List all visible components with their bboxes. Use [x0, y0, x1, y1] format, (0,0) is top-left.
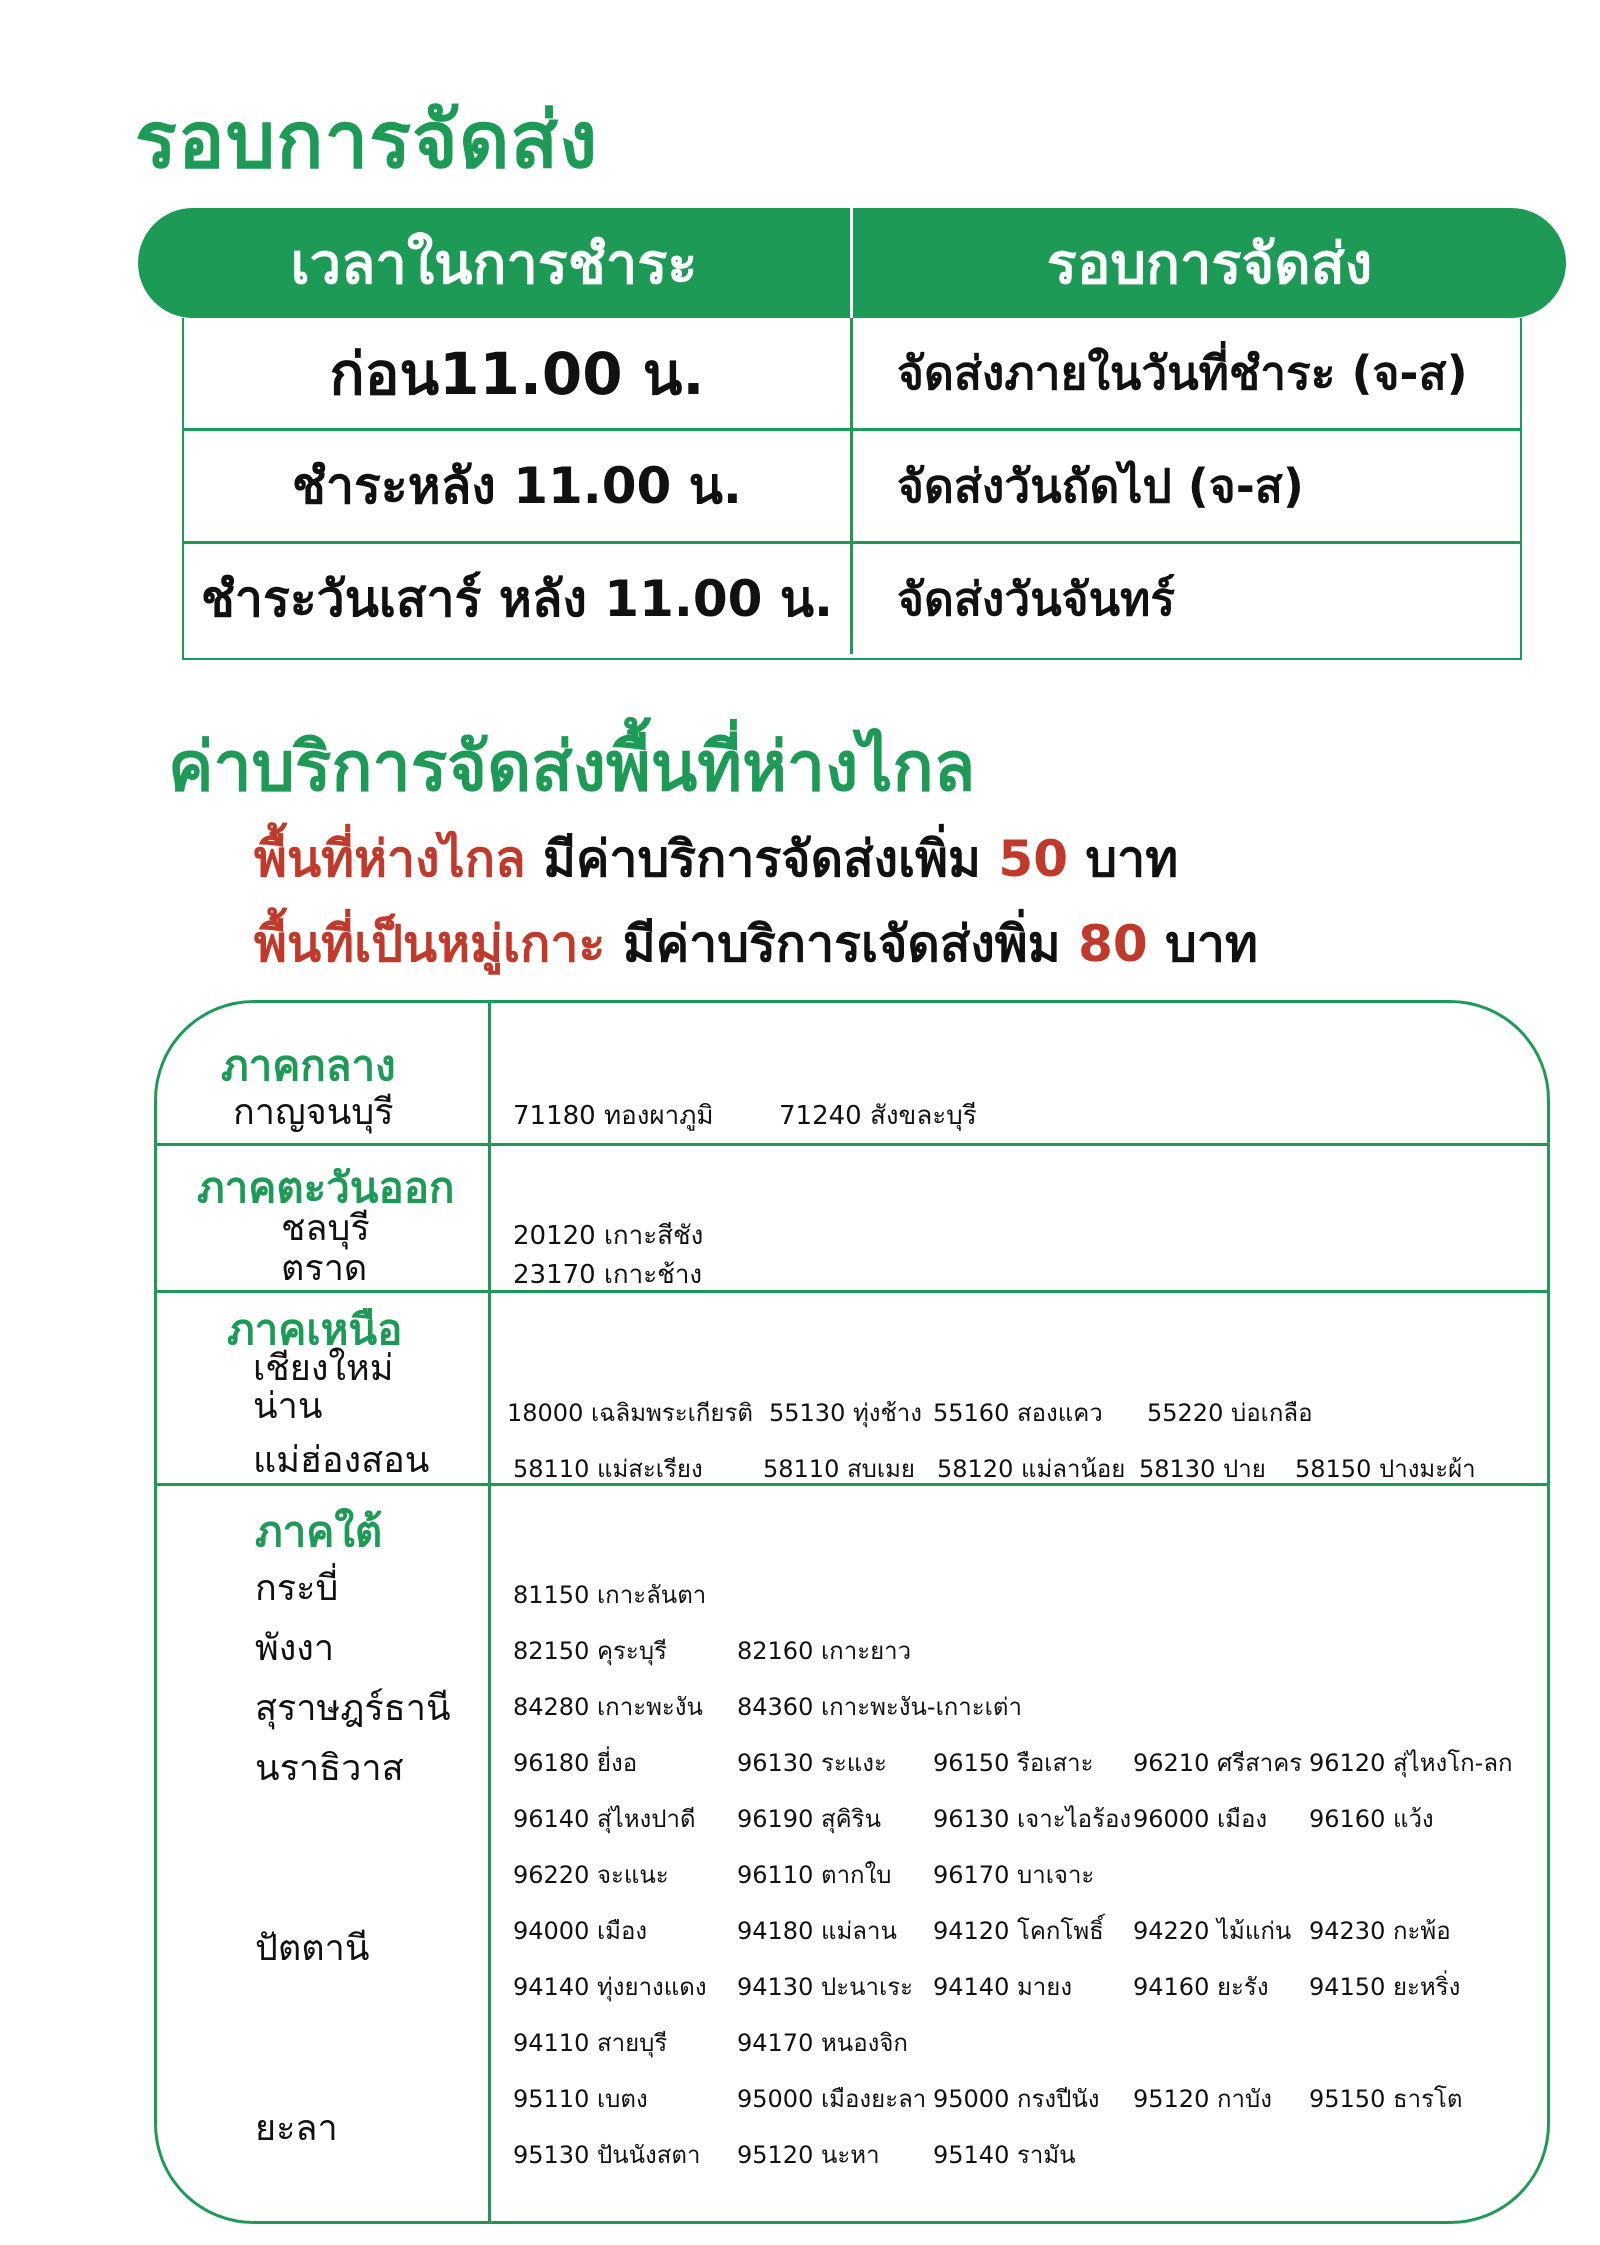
fee-amount: 50: [998, 830, 1069, 888]
postal-code: 95000 เมืองยะลา: [737, 2085, 927, 2113]
postal-code: 82160 เกาะยาว: [737, 1637, 912, 1665]
postal-code: 95110 เบตง: [513, 2085, 648, 2113]
postal-code: 84360 เกาะพะงัน-เกาะเต่า: [737, 1693, 1022, 1721]
province-name: ยะลา: [255, 2108, 338, 2149]
postal-code: 96150 รือเสาะ: [933, 1749, 1094, 1777]
province-name: ชลบุรี: [281, 1208, 370, 1249]
schedule-row: [184, 541, 1520, 654]
header-payment-time: เวลาในการชำระ: [138, 208, 853, 318]
postal-code: 95120 นะหา: [737, 2141, 880, 2169]
region-central: ภาคกลาง: [221, 1041, 396, 1090]
page-title: รอบการจัดส่ง: [135, 96, 599, 186]
postal-code: 71240 สังขละบุรี: [779, 1101, 977, 1131]
postal-code: 96210 ศรีสาคร: [1133, 1749, 1303, 1777]
postal-code: 94110 สายบุรี: [513, 2029, 668, 2057]
postal-code: 96000 เมือง: [1133, 1805, 1268, 1833]
province-name: แม่ฮ่องสอน: [253, 1440, 430, 1481]
province-name: นราธิวาส: [255, 1748, 404, 1789]
province-name: ปัตตานี: [255, 1928, 370, 1969]
postal-code: 96180 ยี่งอ: [513, 1749, 638, 1777]
postal-code: 94170 หนองจิก: [737, 2029, 908, 2057]
postal-code: 84280 เกาะพะงัน: [513, 1693, 703, 1721]
province-name: กระบี่: [255, 1568, 339, 1609]
header-delivery-round: รอบการจัดส่ง: [1046, 231, 1373, 297]
postal-code: 94140 มายง: [933, 1973, 1073, 2001]
province-name: พังงา: [255, 1628, 335, 1669]
fee-unit: บาท: [1068, 830, 1179, 888]
province-name: ตราด: [281, 1248, 368, 1289]
postal-code: 55220 บ่อเกลือ: [1147, 1399, 1313, 1427]
postal-code: 96170 บาเจาะ: [933, 1861, 1095, 1889]
postal-code: 58130 ปาย: [1139, 1455, 1266, 1483]
postal-code: 96160 แว้ง: [1309, 1805, 1434, 1833]
postal-code: 96110 ตากใบ: [737, 1861, 892, 1889]
postal-code: 96130 ระแงะ: [737, 1749, 887, 1777]
postal-code: 95120 กาบัง: [1133, 2085, 1272, 2113]
postal-code: 96130 เจาะไอร้อง: [933, 1805, 1132, 1833]
postal-code: 94180 แม่ลาน: [737, 1917, 897, 1945]
fee-text: มีค่าบริการเจัดส่งพิ่ม: [605, 915, 1079, 973]
payment-time-cell: ก่อน11.00 น.: [184, 318, 853, 428]
province-name: สุราษฎร์ธานี: [255, 1688, 451, 1729]
postal-code: 55160 สองแคว: [933, 1399, 1103, 1427]
postal-code: 95000 กรงปีนัง: [933, 2085, 1100, 2113]
postal-code: 58150 ปางมะผ้า: [1295, 1455, 1476, 1483]
postal-code: 95140 รามัน: [933, 2141, 1076, 2169]
postal-code: 96140 สุ่ไหงปาดี: [513, 1805, 696, 1833]
remote-area-fee: [254, 820, 1178, 899]
province-name: เชียงใหม่: [253, 1348, 394, 1389]
region-south: ภาคใต้: [255, 1507, 383, 1556]
fee-amount: 80: [1078, 915, 1148, 973]
postal-code: 81150 เกาะลันตา: [513, 1581, 707, 1609]
delivery-schedule-table: [138, 208, 1566, 660]
column-divider: [488, 1003, 491, 2221]
postal-code: 96220 จะแนะ: [513, 1861, 669, 1889]
postal-code: 94150 ยะหริ่ง: [1309, 1973, 1461, 2001]
province-name: กาญจนบุรี: [233, 1092, 394, 1133]
remote-zones-table: [154, 1000, 1550, 2224]
postal-code: 18000 เฉลิมพระเกียรติ: [507, 1399, 753, 1427]
postal-code: 58110 สบเมย: [763, 1455, 915, 1483]
postal-code: 94160 ยะรัง: [1133, 1973, 1269, 2001]
island-area-fee: [254, 905, 1258, 984]
postal-code: 94000 เมือง: [513, 1917, 648, 1945]
remote-fee-title: ค่าบริการจัดส่งพื้นที่ห่างไกล: [168, 728, 976, 807]
postal-code: 95150 ธารโต: [1309, 2085, 1463, 2113]
region-east: ภาคตะวันออก: [197, 1163, 455, 1212]
row-divider: [157, 1143, 1547, 1146]
delivery-round-cell: จัดส่งวันถัดไป (จ-ส): [897, 458, 1304, 513]
province-name: น่าน: [253, 1386, 323, 1427]
postal-code: 71180 ทองผาภูมิ: [513, 1101, 714, 1131]
schedule-body: [182, 318, 1522, 660]
postal-code: 20120 เกาะสีชัง: [513, 1221, 704, 1251]
postal-code: 94120 โคกโพธิ์: [933, 1917, 1104, 1945]
region-north: ภาคเหนือ: [227, 1305, 403, 1354]
postal-code: 94140 ทุ่งยางแดง: [513, 1973, 707, 2001]
postal-code: 23170 เกาะช้าง: [513, 1260, 703, 1290]
postal-code: 58110 แม่สะเรียง: [513, 1455, 703, 1483]
payment-time-cell: ชำระวันเสาร์ หลัง 11.00 น.: [184, 544, 853, 654]
postal-code: 96190 สุคิริน: [737, 1805, 881, 1833]
postal-code: 55130 ทุ่งช้าง: [769, 1399, 922, 1427]
postal-code: 82150 คุระบุรี: [513, 1637, 667, 1665]
postal-code: 58120 แม่ลาน้อย: [937, 1455, 1126, 1483]
fee-unit: บาท: [1147, 915, 1258, 973]
schedule-row: [184, 428, 1520, 541]
schedule-row: [184, 318, 1520, 428]
delivery-round-cell: จัดส่งวันจันทร์: [897, 571, 1176, 626]
fee-label: พื้นที่ห่างไกล: [254, 830, 526, 888]
postal-code: 94230 กะพ้อ: [1309, 1917, 1451, 1945]
delivery-round-cell: จัดส่งภายในวันที่ชำระ (จ-ส): [897, 345, 1468, 400]
postal-code: 95130 ปันนังสตา: [513, 2141, 701, 2169]
fee-label: พื้นที่เป็นหมู่เกาะ: [254, 915, 606, 973]
postal-code: 94130 ปะนาเระ: [737, 1973, 913, 2001]
payment-time-cell: ชำระหลัง 11.00 น.: [184, 431, 853, 541]
fee-text: มีค่าบริการจัดส่งเพิ่ม: [525, 830, 999, 888]
schedule-header: [138, 208, 1566, 318]
postal-code: 96120 สุ่ไหงโก-ลก: [1309, 1749, 1513, 1777]
postal-code: 94220 ไม้แก่น: [1133, 1917, 1292, 1945]
